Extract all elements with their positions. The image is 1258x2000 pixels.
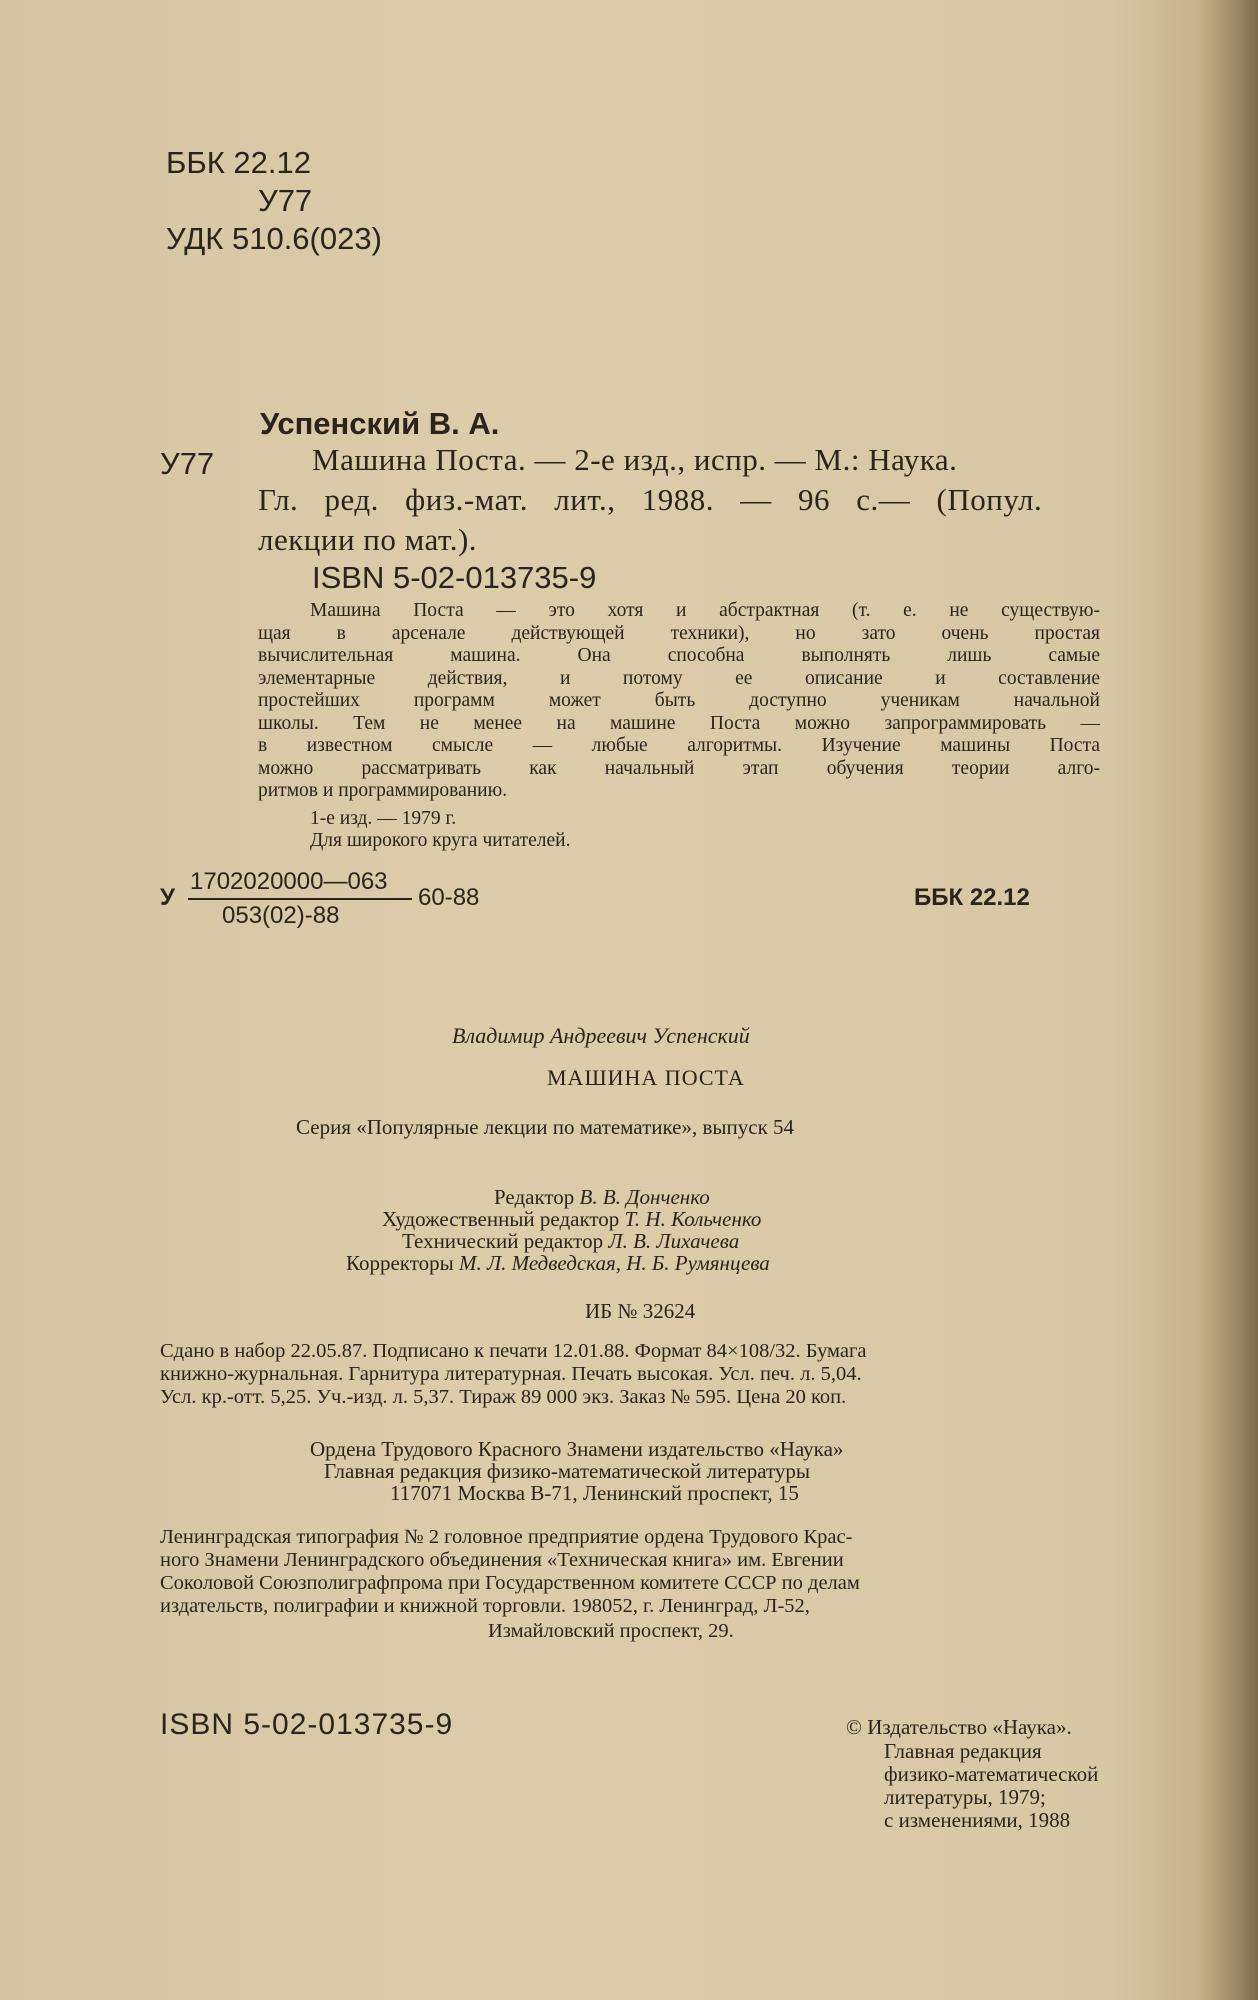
udk-code: УДК 510.6(023) [166,221,382,256]
copyright-line: литературы, 1979; [884,1785,1046,1809]
credit-art-editor [382,1208,761,1231]
series-line: Серия «Популярные лекции по математике», выпуск 54 [296,1115,795,1139]
abstract-line: в известном смысле — любые алгоритмы. Изучение машины Поста [258,735,1100,756]
abstract-line: щая в арсенале действующей техники), но зато очень простая [258,622,1100,644]
copyright-line: физико-математической [884,1762,1099,1786]
printer-line: ного Знамени Ленинградского объединения «Техническая книга» им. Евгении [160,1549,844,1571]
credit-role: Художественный редактор [382,1207,620,1231]
printer-line: издательств, полиграфии и книжной торговли. 198052, г. Ленинград, Л-52, [160,1595,810,1617]
credit-name: В. В. Донченко [579,1185,710,1209]
footer-isbn: ISBN 5-02-013735-9 [160,1708,454,1741]
copyright-line: © Издательство «Наука». [846,1715,1072,1739]
audience: Для широкого круга читателей. [310,830,571,851]
abstract-line: школы. Тем не менее на машине Поста можно запрограммировать — [258,712,1100,734]
card-abstract [258,600,1100,803]
publisher-line: Ордена Трудового Красного Знамени издательство «Наука» [310,1437,844,1461]
card-line-1: Машина Поста. — 2-е изд., испр. — М.: Наука. [312,442,958,477]
class-bbk: ББК 22.12 [914,884,1030,911]
credit-name: М. Л. Медведская, Н. Б. Румянцева [458,1251,770,1275]
book-title: МАШИНА ПОСТА [547,1065,745,1090]
abstract-line: простейших программ может быть доступно ученикам начальной [258,690,1100,711]
abstract-line: элементарные действия, и потому ее описание и составление [258,667,1100,689]
copyright-line: Главная редакция [884,1739,1042,1763]
print-line: Сдано в набор 22.05.87. Подписано к печати 12.01.88. Формат 84×108/32. Бумага [160,1340,867,1362]
abstract-line: ритмов и программированию. [258,780,508,801]
fraction-bar [188,898,412,900]
class-numerator: 1702020000—063 [190,868,388,895]
credit-role: Редактор [494,1185,575,1209]
credit-editor [494,1186,710,1209]
page-edge-shadow [1198,0,1258,2000]
card-isbn: ISBN 5-02-013735-9 [312,560,597,595]
printer-line: Ленинградская типография № 2 головное предприятие ордена Трудового Крас- [160,1526,853,1548]
card-line-2: Гл. ред. физ.-мат. лит., 1988. — 96 с.— (Попул. [258,482,1043,517]
publisher-line: 117071 Москва В-71, Ленинский проспект, 15 [390,1481,799,1505]
credit-name: Л. В. Лихачева [608,1229,740,1253]
print-line: книжно-журнальная. Гарнитура литературная. Печать высокая. Усл. печ. л. 5,04. [160,1363,862,1385]
credit-tech-editor [402,1230,739,1253]
credit-name: Т. Н. Кольченко [624,1207,762,1231]
credit-role: Технический редактор [402,1229,604,1253]
first-edition: 1-е изд. — 1979 г. [310,808,457,829]
publisher-line: Главная редакция физико-математической литературы [324,1459,811,1483]
class-prefix: У [160,884,175,911]
abstract-line: можно рассматривать как начальный этап обучения теории алго- [258,757,1100,779]
credit-proofreaders [346,1252,770,1275]
card-author: Успенский В. А. [260,406,500,441]
printer-line: Измайловский проспект, 29. [488,1620,734,1642]
credit-role: Корректоры [346,1251,454,1275]
card-line-3: лекции по мат.). [258,522,478,557]
card-shelf-code: У77 [160,446,215,481]
author-mark-top: У77 [258,183,313,218]
bbk-code-top: ББК 22.12 [166,145,311,180]
abstract-line: Машина Поста — это хотя и абстрактная (т. е. не существую- [310,600,1100,621]
abstract-line: вычислительная машина. Она способна выполнять лишь самые [258,645,1100,666]
printer-line: Соколовой Союзполиграфпрома при Государственном комитете СССР по делам [160,1572,860,1594]
ib-number: ИБ № 32624 [585,1299,696,1323]
class-denominator: 053(02)-88 [222,902,340,929]
author-full-name: Владимир Андреевич Успенский [452,1023,750,1048]
copyright-line: с изменениями, 1988 [884,1808,1071,1832]
class-suffix: 60-88 [418,884,480,911]
print-line: Усл. кр.-отт. 5,25. Уч.-изд. л. 5,37. Тираж 89 000 экз. Заказ № 595. Цена 20 коп. [160,1386,847,1408]
